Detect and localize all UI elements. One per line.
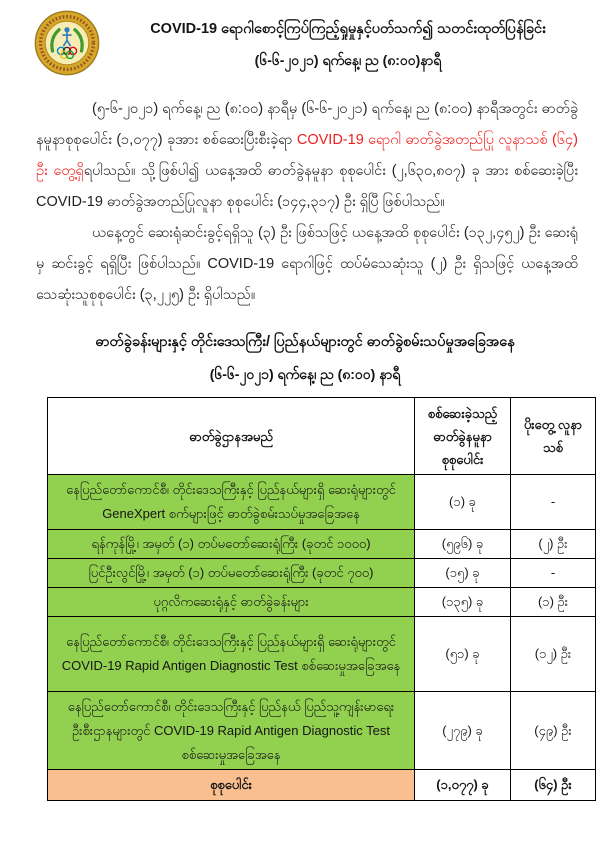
row-lab-name: နေပြည်တော်ကောင်စီ၊ တိုင်းဒေသကြီးနှင့် ပြည်နယ်များရှိ ဆေးရုံများတွင် COVID-19 Rapid Antigen Diagnostic Test စစ်ဆေးမှုအခြေအနေ bbox=[48, 617, 415, 692]
document-title-block bbox=[104, 8, 592, 72]
table-title-block bbox=[0, 331, 610, 385]
row-samples: (၁) ခု bbox=[415, 475, 511, 530]
header-new-positives: ပိုးတွေ့ လူနာသစ် bbox=[511, 398, 596, 475]
paragraph-1-lead: (၅-၆-၂၀၂၁) ရက်နေ့၊ ည (၈:၀၀) နာရီမှ (၆-၆-၂၀၂၁) ရက်နေ့၊ ည (၈:၀၀) နာရီအတွင်း ဓာတ်ခွဲနမူနာစုစုပေါင်း (၁,၀၇၇) ခုအား စစ်ဆေးပြီးစီးခဲ့ရာ bbox=[36, 101, 578, 148]
row-positives: (၁၂) ဦး bbox=[511, 617, 596, 692]
row-lab-name: ပြင်ဦးလွင်မြို့၊ အမှတ် (၁) တပ်မတော်ဆေးရုံကြီး (ခုတင် ၇၀၀) bbox=[48, 559, 415, 588]
paragraph-daily-results bbox=[36, 94, 578, 218]
paragraph-discharge-deaths: ယနေ့တွင် ဆေးရုံဆင်းခွင့်ရရှိသူ (၃) ဦး ဖြစ်သဖြင့် ယနေ့အထိ စုစုပေါင်း (၁၃၂,၄၅၂) ဦး ဆေးရုံမှ ဆင်းခွင့် ရရှိပြီး ဖြစ်ပါသည်။ COVID-19 ရောဂါဖြင့် ထပ်မံသေဆုံးသူ (၂) ဦး ရှိသဖြင့် ယနေ့အထိ သေဆုံးသူစုစုပေါင်း (၃,၂၂၅) ဦး ရှိပါသည်။ bbox=[36, 225, 578, 303]
table-row bbox=[48, 588, 596, 617]
row-positives: (၂) ဦး bbox=[511, 530, 596, 559]
row-samples: (၁၅) ခု bbox=[415, 559, 511, 588]
header-lab-name: ဓာတ်ခွဲဌာနအမည် bbox=[48, 398, 415, 475]
row-samples: (၂၇၉) ခု bbox=[415, 692, 511, 770]
row-positives: - bbox=[511, 475, 596, 530]
new-cases-highlight: COVID-19 ရောဂါ ဓာတ်ခွဲအတည်ပြု လူနာသစ် (၆၄) ဦး တွေ့ရှိ bbox=[36, 132, 578, 179]
document-body bbox=[0, 94, 610, 311]
document-header bbox=[0, 0, 610, 76]
total-positives: (၆၄) ဦး bbox=[511, 770, 596, 801]
row-samples: (၅၁) ခု bbox=[415, 617, 511, 692]
row-samples: (၁၃၅) ခု bbox=[415, 588, 511, 617]
paragraph-1-tail: ရပါသည်။ သို့ဖြစ်ပါ၍ ယနေ့အထိ ဓာတ်ခွဲနမူနာ စုစုပေါင်း (၂,၆၃၀,၈၀၇) ခု အား စစ်ဆေးခဲ့ပြီး COVID-19 ဓာတ်ခွဲအတည်ပြုလူနာ စုစုပေါင်း (၁၄၄,၃၁၇) ဦး ရှိပြီ ဖြစ်ပါသည်။ bbox=[36, 163, 578, 210]
table-header-row bbox=[48, 398, 596, 475]
table-row bbox=[48, 475, 596, 530]
row-lab-name: ပုဂ္ဂလိကဆေးရုံနှင့် ဓာတ်ခွဲခန်းများ bbox=[48, 588, 415, 617]
row-samples: (၅၉၆) ခု bbox=[415, 530, 511, 559]
header-samples-tested: စစ်ဆေးခဲ့သည့် ဓာတ်ခွဲနမူနာ စုစုပေါင်း bbox=[415, 398, 511, 475]
row-positives: (၄၉) ဦး bbox=[511, 692, 596, 770]
row-lab-name: နေပြည်တော်ကောင်စီ၊ တိုင်းဒေသကြီးနှင့် ပြည်နယ်များရှိ ဆေးရုံများတွင် GeneXpert စက်များဖြင့် ဓာတ်ခွဲစမ်းသပ်မှုအခြေအနေ bbox=[48, 475, 415, 530]
table-row bbox=[48, 617, 596, 692]
table-date-time: (၆-၆-၂၀၂၁) ရက်နေ့၊ ည (၈:၀၀) နာရီ bbox=[209, 366, 401, 382]
table-row bbox=[48, 530, 596, 559]
total-label: စုစုပေါင်း bbox=[48, 770, 415, 801]
row-lab-name: ရန်ကုန်မြို့၊ အမှတ် (၁) တပ်မတော်ဆေးရုံကြီး (ခုတင် ၁၀၀၀) bbox=[48, 530, 415, 559]
table-row bbox=[48, 692, 596, 770]
table-title: ဓာတ်ခွဲခန်းများနှင့် တိုင်းဒေသကြီး/ ပြည်နယ်များတွင် ဓာတ်ခွဲစမ်းသပ်မှုအခြေအနေ bbox=[95, 334, 515, 350]
total-samples: (၁,၀၇၇) ခု bbox=[415, 770, 511, 801]
table-total-row bbox=[48, 770, 596, 801]
document-date-time: (၆-၆-၂၀၂၁) ရက်နေ့၊ ည (၈:၀၀)နာရီ bbox=[254, 52, 442, 68]
row-lab-name: နေပြည်တော်ကောင်စီ၊ တိုင်းဒေသကြီးနှင့် ပြည်နယ် ပြည်သူ့ကျန်းမာရေးဦးစီးဌာနများတွင် COVID-19 Rapid Antigen Diagnostic Test စစ်ဆေးမှုအခြေအနေ bbox=[48, 692, 415, 770]
lab-results-table bbox=[47, 397, 596, 801]
ministry-health-sports-seal-icon bbox=[34, 8, 104, 76]
row-positives: - bbox=[511, 559, 596, 588]
row-positives: (၁) ဦး bbox=[511, 588, 596, 617]
document-title: COVID-19 ရောဂါစောင့်ကြပ်ကြည့်ရှုမှုနှင့်ပတ်သက်၍ သတင်းထုတ်ပြန်ခြင်း bbox=[150, 21, 546, 37]
table-row bbox=[48, 559, 596, 588]
